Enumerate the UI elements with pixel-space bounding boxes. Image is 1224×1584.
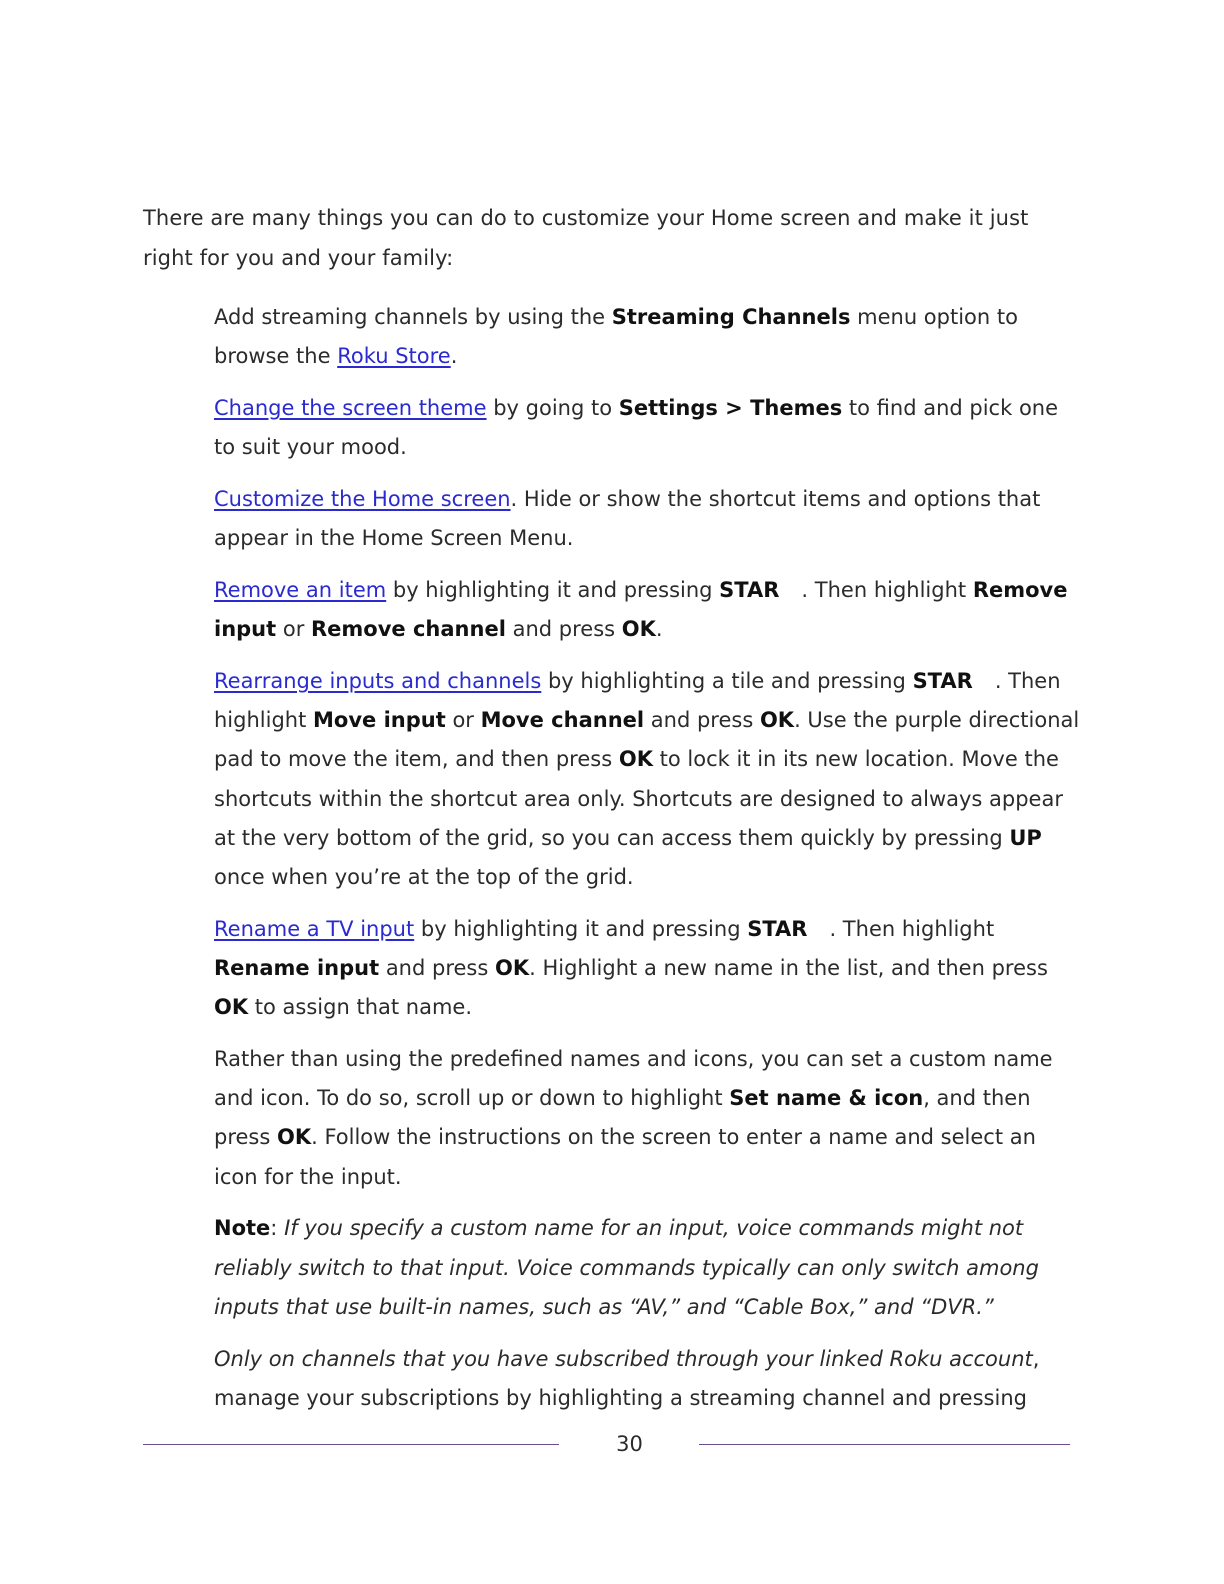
note-text: If you specify a custom name for an input, voice commands might not reliably switch to that input. Voice commands typically can only switch among inputs that use built-in names, such as “AV,” and “Cable Box,” and “DVR.” (214, 1216, 1039, 1319)
note-paragraph (214, 1209, 1084, 1327)
ok-key-label: OK (621, 617, 656, 642)
text: , and then press (214, 1086, 1031, 1150)
text: by highlighting it and pressing (414, 916, 748, 941)
text: by highlighting it and pressing (386, 578, 720, 602)
text: . Hide or show the shortcut items and options that appear in the Home Screen Menu. (214, 487, 1041, 551)
text: to find and pick one to suit your mood. (214, 396, 1059, 460)
roku-store-link[interactable]: Roku Store (337, 344, 451, 369)
footer-rule-left (143, 1444, 559, 1445)
text: or (276, 617, 312, 642)
text: . Use the purple directional pad to move the item, and then press (214, 708, 1080, 772)
text: . Then highlight (829, 916, 995, 941)
remove-channel-label: Remove channel (311, 617, 506, 642)
text: Add streaming channels by using the (214, 305, 612, 329)
move-input-label: Move input (313, 708, 446, 733)
change-screen-theme-link[interactable]: Change the screen theme (214, 396, 487, 420)
list-item-customize-home (214, 480, 1084, 558)
note-label: Note (214, 1216, 271, 1241)
ok-key-label: OK (276, 1125, 312, 1150)
intro-paragraph: There are many things you can do to customize your Home screen and make it just right for you and your family: (143, 206, 1029, 270)
remove-an-item-link[interactable]: Remove an item (214, 578, 387, 602)
text: once when you’re at the top of the grid. (214, 865, 634, 890)
set-name-icon-label: Set name & icon (729, 1086, 924, 1111)
text: by going to (486, 396, 619, 420)
star-key-label: STAR (912, 669, 973, 693)
list-item-change-theme (214, 389, 1084, 467)
footer-rule-right (699, 1444, 1070, 1445)
customization-list (214, 298, 1084, 1431)
rename-tv-input-link[interactable]: Rename a TV input (214, 916, 415, 941)
text: and press (379, 956, 495, 981)
text: , manage your subscriptions by highlighting a streaming channel and pressing (214, 1346, 1040, 1410)
list-item-add-channels (214, 298, 1084, 376)
text: . (450, 344, 458, 369)
rename-input-label: Rename input (214, 956, 380, 981)
text: . (655, 617, 663, 642)
text: to assign that name. (248, 995, 473, 1020)
star-key-label: STAR (747, 916, 808, 941)
text: . Follow the instructions on the screen to enter a name and select an icon for the input. (214, 1125, 1036, 1189)
ok-key-label: OK (618, 747, 653, 772)
rename-paragraph (214, 910, 1084, 1028)
rearrange-inputs-channels-link[interactable]: Rearrange inputs and channels (214, 669, 542, 693)
star-key-label: STAR (719, 578, 780, 602)
text: . Then highlight (214, 669, 1061, 733)
text: Rather than using the predefined names and icons, you can set a custom name and icon. To do so, scroll up or down to highlight (214, 1047, 1053, 1111)
text: . Then highlight (801, 578, 973, 602)
up-key-label: UP (1009, 825, 1042, 850)
text: to lock it in its new location. Move the shortcuts within the shortcut area only. Shortcuts are designed to always appear at the very bottom of the grid, so you can access them quickly by pressing (214, 747, 1063, 850)
text: menu option to browse the (214, 305, 1018, 369)
ok-key-label: OK (494, 956, 530, 981)
text: or (445, 708, 481, 733)
move-channel-label: Move channel (480, 708, 645, 733)
list-item-rename-input (214, 910, 1084, 1327)
subscriptions-italic: Only on channels that you have subscribed through your linked Roku account (214, 1346, 1033, 1371)
custom-name-paragraph (214, 1040, 1084, 1197)
customize-home-screen-link[interactable]: Customize the Home screen (214, 487, 511, 511)
text: and press (505, 617, 622, 642)
text: by highlighting a tile and pressing (541, 669, 913, 693)
list-item-remove-item (214, 571, 1084, 649)
list-item-rearrange (214, 662, 1084, 897)
ok-key-label: OK (214, 995, 249, 1020)
streaming-channels-label: Streaming Channels (611, 305, 851, 329)
settings-themes-label: Settings > Themes (618, 396, 843, 420)
page-number: 30 (616, 1432, 643, 1456)
ok-key-label: OK (759, 708, 795, 733)
text: : (270, 1216, 285, 1241)
text: and press (644, 708, 760, 733)
list-item-subscriptions (214, 1340, 1084, 1418)
remove-input-label: Remove input (214, 578, 1068, 642)
text: . Highlight a new name in the list, and then press (529, 956, 1048, 981)
